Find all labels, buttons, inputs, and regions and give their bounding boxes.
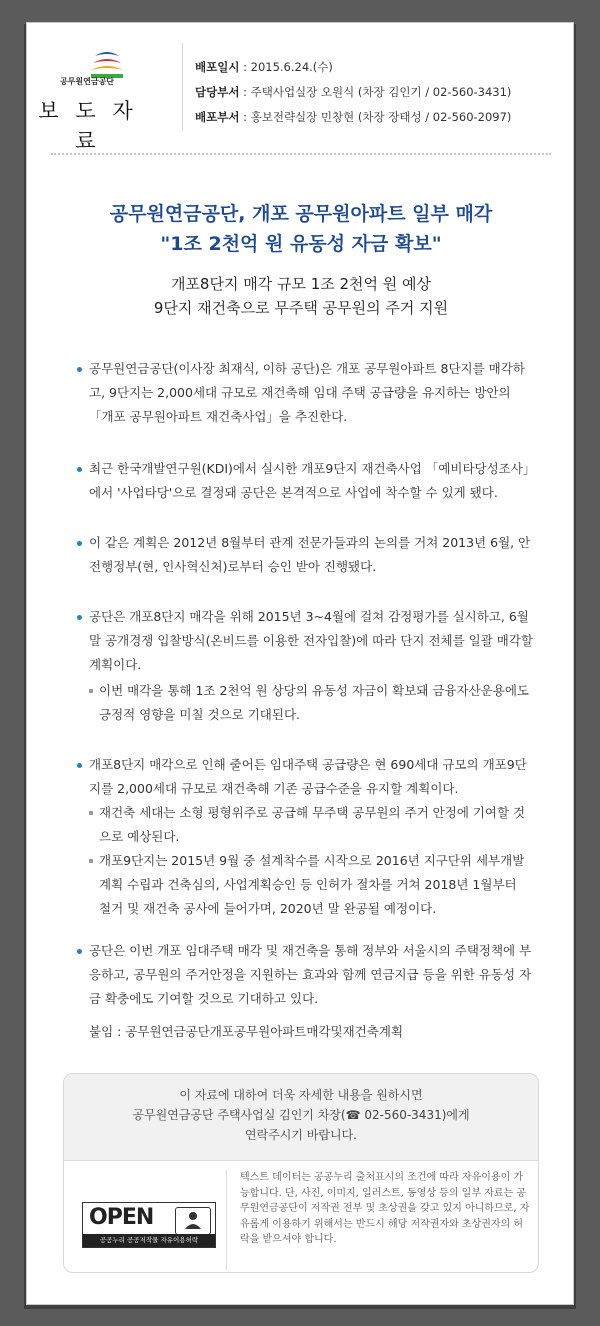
headline-line-1: 공무원연금공단, 개포 공무원아파트 일부 매각: [109, 203, 493, 225]
contact-line-1: 이 자료에 대하여 더욱 자세한 내용을 원하시면: [179, 1088, 423, 1102]
contact-license-box: [63, 1073, 539, 1273]
attribution-person-icon: [175, 1207, 211, 1235]
headline-line-2: "1조 2천억 원 유동성 자금 확보": [160, 233, 442, 255]
subpoint-square-icon: [89, 811, 93, 815]
bullet-dot-icon: [77, 949, 82, 954]
bullet-dot-icon: [77, 467, 82, 472]
contact-line-3: 연락주시기 바랍니다.: [245, 1128, 357, 1142]
subpoint-square-icon: [89, 859, 93, 863]
body-bullet-4: 공단은 개포8단지 매각을 위해 2015년 3~4월에 걸쳐 감정평가를 실시하고, 6월 말 공개경쟁 입찰방식(온비드를 이용한 전자입찰)에 따라 단지 전체를 일괄 매각할 계획이다.: [89, 605, 534, 677]
kogl-license-badge: [82, 1202, 216, 1248]
bullet-dot-icon: [77, 541, 82, 546]
license-caption: 공공누리 공공저작물 자유이용허락: [83, 1234, 215, 1247]
body-subpoint-5-1: 재건축 세대는 소형 평형위주로 공급해 무주택 공무원의 주거 안정에 기여할 것으로 예상된다.: [99, 801, 529, 849]
contact-panel: [64, 1074, 538, 1161]
body-bullet-6: 공단은 이번 개포 임대주택 매각 및 재건축을 통해 정부와 서울시의 주택정책에 부응하고, 공무원의 주거안정을 지원하는 효과와 함께 연금지급 등을 위한 유동성 자금 확충에도 기여할 것으로 기대하고 있다.: [89, 939, 534, 1011]
body-bullet-1: 공무원연금공단(이사장 최재식, 이하 공단)은 개포 공무원아파트 8단지를 매각하고, 9단지는 2,000세대 규모로 재건축해 임대 주택 공급량을 유지하는 방안의「개포 공무원아파트 재건축사업」을 추진한다.: [89, 357, 534, 429]
meta-distribution-dept: 배포부서 : 홍보전략실장 민창현 (차장 장태성 / 02-560-2097): [195, 110, 512, 124]
open-license-label: OPEN: [89, 1205, 154, 1230]
bullet-dot-icon: [77, 367, 82, 372]
bullet-dot-icon: [77, 615, 82, 620]
meta-release-date: 배포일시 : 2015.6.24.(수): [195, 60, 333, 74]
header-divider: [182, 43, 183, 131]
document-type-title: 보 도 자 료: [38, 99, 138, 153]
license-terms-text: 텍스트 데이터는 공공누리 출처표시의 조건에 따라 자유이용이 가능합니다. 단, 사진, 이미지, 일러스트, 동영상 등의 일부 자료는 공무원연금공단이 저작권 전부 및 초상권을 갖고 있지 아니하므로, 자유롭게 이용하기 위해서는 반드시 해당 저작권자와 초상권자의 허락을 받으셔야 합니다.: [240, 1172, 530, 1245]
attachment-note: 붙임 : 공무원연금공단개포공무원아파트매각및재건축계획: [89, 1024, 404, 1039]
body-subpoint-4-1: 이번 매각을 통해 1조 2천억 원 상당의 유동성 자금이 확보돼 금융자산운용에도 긍정적 영향을 미칠 것으로 기대된다.: [99, 679, 529, 727]
contact-line-2: 공무원연금공단 주택사업실 김인기 차장(☎ 02-560-3431)에게: [132, 1108, 470, 1122]
header-separator: [51, 153, 551, 155]
footer-divider: [226, 1170, 227, 1270]
body-bullet-2: 최근 한국개발연구원(KDI)에서 실시한 개포9단지 재건축사업 「예비타당성조사」에서 '사업타당'으로 결정돼 공단은 본격적으로 사업에 착수할 수 있게 됐다.: [89, 457, 534, 505]
subpoint-square-icon: [89, 689, 93, 693]
body-subpoint-5-2: 개포9단지는 2015년 9월 중 설계착수를 시작으로 2016년 지구단위 세부개발계획 수립과 건축심의, 사업계획승인 등 인허가 절차를 거쳐 2018년 1월부터 철거 및 재건축 공사에 들어가며, 2020년 말 완공될 예정이다.: [99, 849, 529, 921]
organization-name: 공무원연금공단: [59, 77, 115, 86]
body-bullet-5: 개포8단지 매각으로 인해 줄어든 임대주택 공급량은 현 690세대 규모의 개포9단지를 2,000세대 규모로 재건축해 기존 공급수준을 유지할 계획이다.: [89, 753, 534, 801]
press-release-sheet: [26, 22, 574, 1305]
body-bullet-3: 이 같은 계획은 2012년 8월부터 관계 전문가들과의 논의를 거쳐 2013년 6월, 안전행정부(현, 인사혁신처)로부터 승인 받아 진행됐다.: [89, 531, 534, 579]
subheadline-line-2: 9단지 재건축으로 무주택 공무원의 주거 지원: [153, 299, 449, 317]
bullet-dot-icon: [77, 763, 82, 768]
meta-responsible-dept: 담당부서 : 주택사업실장 오원식 (차장 김인기 / 02-560-3431): [195, 85, 512, 99]
subheadline-line-1: 개포8단지 매각 규모 1조 2천억 원 예상: [170, 275, 432, 293]
